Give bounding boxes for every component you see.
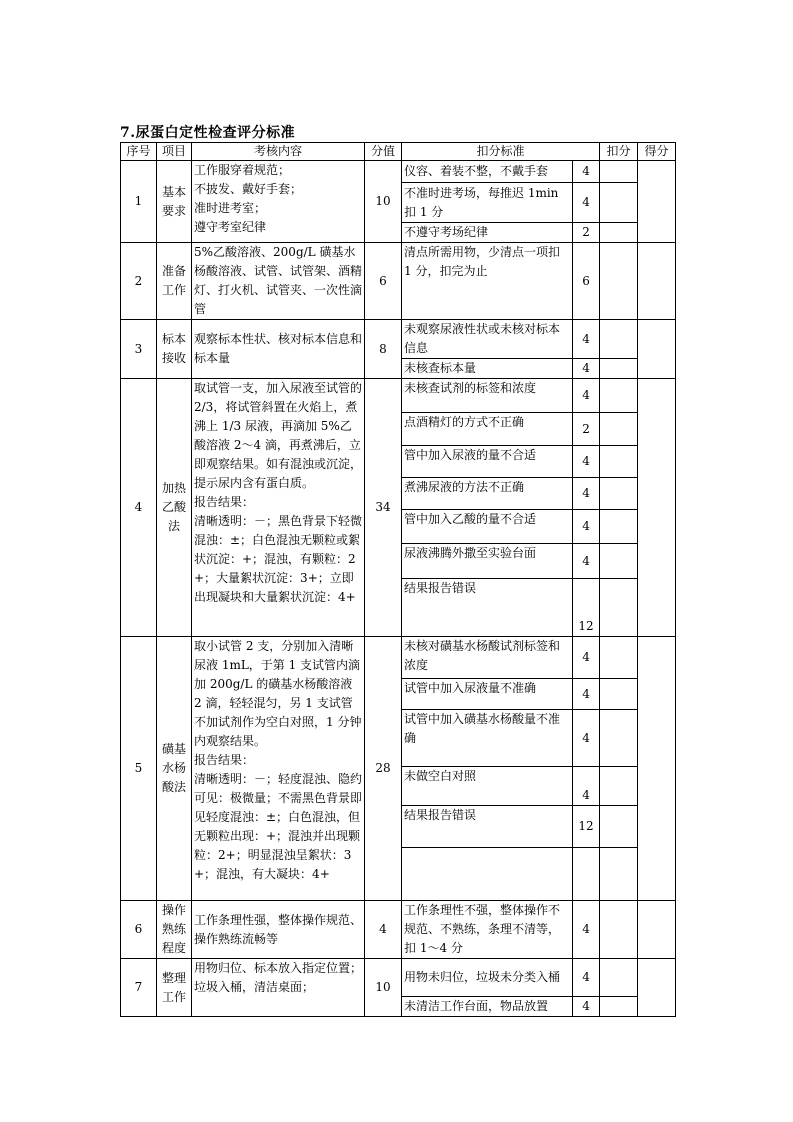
criteria-points: 4 [573, 510, 600, 544]
deduction-cell [600, 161, 638, 183]
criteria-text: 不遵守考场纪律 [402, 223, 573, 243]
deduction-cell [600, 243, 638, 320]
item-project: 操作熟练程度 [157, 901, 192, 959]
item-project: 标本接收 [157, 320, 192, 379]
header-content: 考核内容 [192, 143, 365, 161]
deduction-cell [600, 359, 638, 379]
item-content [192, 959, 365, 1017]
deduction-cell [600, 579, 638, 637]
deduction-cell [600, 223, 638, 243]
criteria-points: 4 [573, 161, 600, 183]
criteria-text: 点酒精灯的方式不正确 [402, 413, 573, 446]
document-title: 7.尿蛋白定性检查评分标准 [120, 125, 296, 141]
final-score-cell [638, 243, 676, 320]
criteria-points: 4 [573, 767, 600, 806]
item-no: 2 [121, 243, 157, 320]
deduction-cell [600, 901, 638, 959]
criteria-text: 管中加入乙酸的量不合适 [402, 510, 573, 544]
deduction-cell [600, 997, 638, 1017]
item-project: 准备工作 [157, 243, 192, 320]
item-score: 8 [365, 320, 402, 379]
final-score-cell [638, 901, 676, 959]
table-row [121, 637, 676, 679]
criteria-points: 4 [573, 379, 600, 413]
content-line: 工作条理性强，整体操作规范、操作熟练流畅等 [194, 912, 363, 946]
deduction-cell [600, 510, 638, 544]
criteria-text: 尿液沸腾外撒至实验台面 [402, 544, 573, 579]
item-content [192, 901, 365, 959]
deduction-cell [600, 413, 638, 446]
item-project: 基本要求 [157, 161, 192, 243]
header-project: 项目 [157, 143, 192, 161]
deduction-cell [600, 478, 638, 510]
content-line: 不披发、戴好手套； [194, 182, 303, 196]
table-row [121, 379, 676, 413]
content-line: 工作服穿着规范； [194, 163, 291, 177]
criteria-points: 4 [573, 478, 600, 510]
content-line: 取试管一支，加入尿液至试管的 2/3，将试管斜置在火焰上，煮沸上 1/3 尿液，再滴加 5%乙酸溶液 2～4 滴，再煮沸后，立即观察结果。如有混浊或沉淀，提示尿内含有蛋白质。 [194, 381, 363, 490]
item-content [192, 379, 365, 637]
table-row [121, 243, 676, 320]
content-line: 取小试管 2 支，分别加入清晰尿液 1mL，于第 1 支试管内滴加 200g/L 的磺基水杨酸溶液 2 滴，轻轻混匀，另 1 支试管不加试剂作为空白对照，1 分钟内观察结果。 [194, 639, 362, 748]
criteria-points [573, 848, 600, 901]
item-project: 整理工作 [157, 959, 192, 1017]
table-header-row [121, 143, 676, 161]
criteria-points: 6 [573, 243, 600, 320]
content-line: 遵守考室纪律 [194, 220, 267, 234]
final-score-cell [638, 161, 676, 243]
criteria-text: 仪容、着装不整，不戴手套 [402, 161, 573, 183]
deduction-cell [600, 446, 638, 478]
criteria-text: 工作条理性不强，整体操作不规范、不熟练，条理不清等，扣 1～4 分 [402, 901, 573, 959]
deduction-cell [600, 379, 638, 413]
table-row [121, 320, 676, 359]
table-row [121, 161, 676, 183]
deduction-cell [600, 710, 638, 767]
item-no: 5 [121, 637, 157, 901]
criteria-points: 4 [573, 997, 600, 1017]
final-score-cell [638, 320, 676, 379]
item-score: 28 [365, 637, 402, 901]
item-score: 34 [365, 379, 402, 637]
final-score-cell [638, 637, 676, 901]
deduction-cell [600, 959, 638, 997]
item-score: 6 [365, 243, 402, 320]
item-project: 加热乙酸法 [157, 379, 192, 637]
criteria-points: 12 [573, 806, 600, 848]
criteria-text: 试管中加入尿液量不准确 [402, 679, 573, 710]
content-line: 垃圾入桶，清洁桌面； [194, 980, 315, 994]
item-content [192, 320, 365, 379]
item-content [192, 243, 365, 320]
item-content [192, 161, 365, 243]
content-line: 报告结果： [194, 753, 255, 767]
final-score-cell [638, 379, 676, 637]
criteria-points: 12 [573, 579, 600, 637]
criteria-text: 未清洁工作台面，物品放置 [402, 997, 573, 1017]
criteria-text: 未观察尿液性状或未核对标本信息 [402, 320, 573, 359]
table-row [121, 901, 676, 959]
criteria-text: 用物未归位，垃圾未分类入桶 [402, 959, 573, 997]
criteria-text: 未核对磺基水杨酸试剂标签和浓度 [402, 637, 573, 679]
deduction-cell [600, 183, 638, 223]
table-row [121, 959, 676, 997]
content-line: 报告结果： [194, 495, 255, 509]
header-criteria: 扣分标准 [402, 143, 600, 161]
criteria-points: 4 [573, 679, 600, 710]
criteria-text: 未做空白对照 [402, 767, 573, 806]
criteria-points: 4 [573, 710, 600, 767]
criteria-points: 4 [573, 446, 600, 478]
item-no: 1 [121, 161, 157, 243]
item-no: 7 [121, 959, 157, 1017]
deduction-cell [600, 848, 638, 901]
header-score: 分值 [365, 143, 402, 161]
criteria-text: 不准时进考场，每推迟 1min 扣 1 分 [402, 183, 573, 223]
deduction-cell [600, 806, 638, 848]
final-score-cell [638, 959, 676, 1017]
item-no: 6 [121, 901, 157, 959]
item-score: 10 [365, 959, 402, 1017]
criteria-points: 4 [573, 901, 600, 959]
item-no: 3 [121, 320, 157, 379]
deduction-cell [600, 637, 638, 679]
criteria-text: 煮沸尿液的方法不正确 [402, 478, 573, 510]
criteria-text: 未核查试剂的标签和浓度 [402, 379, 573, 413]
criteria-text: 结果报告错误 [402, 806, 573, 848]
criteria-points: 4 [573, 959, 600, 997]
criteria-text: 结果报告错误 [402, 579, 573, 637]
criteria-points: 2 [573, 413, 600, 446]
criteria-points: 4 [573, 359, 600, 379]
item-score: 10 [365, 161, 402, 243]
criteria-text: 未核查标本量 [402, 359, 573, 379]
item-score: 4 [365, 901, 402, 959]
header-final-score: 得分 [638, 143, 676, 161]
header-no: 序号 [121, 143, 157, 161]
content-line: 准时进考室； [194, 201, 267, 215]
deduction-cell [600, 320, 638, 359]
criteria-points: 2 [573, 223, 600, 243]
criteria-points: 4 [573, 544, 600, 579]
deduction-cell [600, 544, 638, 579]
item-content [192, 637, 365, 901]
deduction-cell [600, 679, 638, 710]
content-line: 用物归位、标本放入指定位置； [194, 961, 363, 975]
criteria-text: 管中加入尿液的量不合适 [402, 446, 573, 478]
content-line: 清晰透明：－；轻度混浊、隐约可见：极微量；不需黑色背景即见轻度混浊：±；白色混浊，但无颗粒出现：+；混浊并出现颗粒：2+；明显混浊呈絮状：3+；混浊，有大凝块：4+ [194, 772, 363, 881]
item-project: 磺基水杨酸法 [157, 637, 192, 901]
criteria-text: 清点所需用物，少清点一项扣 1 分，扣完为止 [402, 243, 573, 320]
criteria-points: 4 [573, 637, 600, 679]
content-line: 观察标本性状、核对标本信息和标本量 [194, 332, 363, 365]
content-line: 5%乙酸溶液、200g/L 磺基水杨酸溶液、试管、试管架、酒精灯、打火机、试管夹、一次性滴管 [194, 245, 363, 316]
deduction-cell [600, 767, 638, 806]
criteria-text [402, 848, 573, 901]
criteria-points: 4 [573, 183, 600, 223]
item-no: 4 [121, 379, 157, 637]
content-line: 清晰透明：－；黑色背景下轻微混浊：±；白色混浊无颗粒或絮状沉淀：+；混浊，有颗粒：2+；大量絮状沉淀：3+；立即出现凝块和大量絮状沉淀：4+ [194, 514, 363, 604]
criteria-text: 试管中加入磺基水杨酸量不准确 [402, 710, 573, 767]
header-deduction: 扣分 [600, 143, 638, 161]
criteria-points: 4 [573, 320, 600, 359]
scoring-table [120, 142, 676, 1017]
